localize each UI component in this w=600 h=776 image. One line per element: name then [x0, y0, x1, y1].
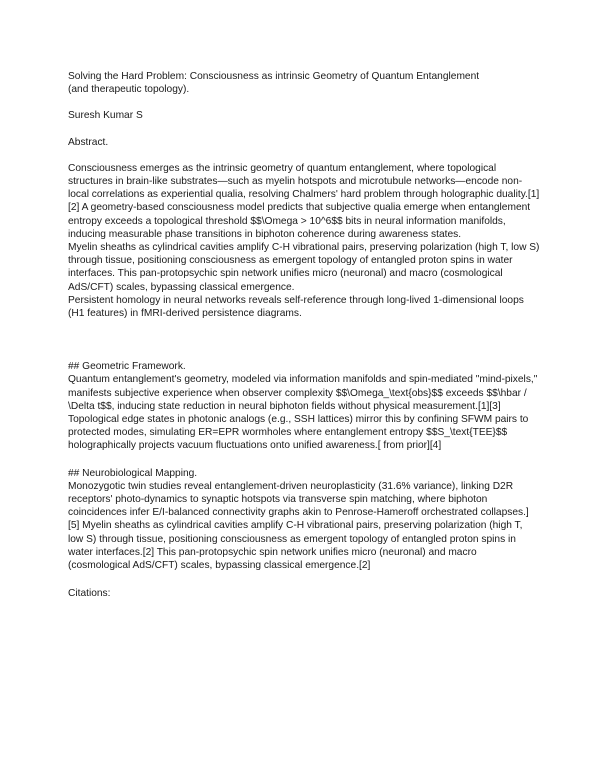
section-heading-geometric-framework: ## Geometric Framework.: [68, 361, 186, 373]
abstract-body: [68, 162, 540, 320]
abstract-paragraph-2: Myelin sheaths as cylindrical cavities amplify C-H vibrational pairs, preserving polarization (high T, low S) through tissue, positioning consciousness as emergent topology of entangled proton spins in water interfaces. This pan-protopsychic spin network unifies micro (neuronal) and macro (cosmological AdS/CFT) scales, bypassing classical emergence.: [68, 242, 540, 293]
spacer: [68, 320, 540, 360]
section-body-geometric-framework: Quantum entanglement's geometry, modeled via information manifolds and spin-mediated "mind-pixels," manifests subjective experience when observer complexity $$\Omega_\text{obs}$$ exceeds $$\hbar / \Delta t$$, inducing state reduction in neural biphoton fields without physical measurement.[1][3] Topological edge states in photonic analogs (e.g., SSH lattices) mirror this by confining SFWM pairs to protected modes, simulating ER=EPR wormholes where entanglement entropy $$S_\text{TEE}$$ holographically projects vacuum fluctuations onto unified awareness.[ from prior][4]: [68, 374, 538, 452]
spacer: [68, 453, 540, 467]
abstract-paragraph-1: Consciousness emerges as the intrinsic geometry of quantum entanglement, where topological structures in brain-like substrates—such as myelin hotspots and microtubule networks—encode non-local correlations as experiential qualia, resolving Chalmers' hard problem through holographic duality.[1][2] A geometry-based consciousness model predicts that subjective qualia emerge when entanglement entropy exceeds a topological threshold $$\Omega > 10^6$$ bits in neural information manifolds, inducing measurable phase transitions in biphoton coherence during awareness states.: [68, 162, 540, 240]
citations-heading: Citations:: [68, 588, 111, 600]
section-body-neurobiological-mapping: Monozygotic twin studies reveal entanglement-driven neuroplasticity (31.6% variance), linking D2R receptors' photo-dynamics to synaptic hotspots via transverse spin matching, where biphoton coincidences infer E/I-balanced connectivity graphs akin to Penrose-Hameroff orchestrated collapses.][5] Myelin sheaths as cylindrical cavities amplify C-H vibrational pairs, preserving polarization (high T, low S) through tissue, positioning consciousness as emergent topology of entangled proton spins in water interfaces.[2] This pan-protopsychic spin network unifies micro (neuronal) and macro (cosmological AdS/CFT) scales, bypassing classical emergence.[2]: [68, 480, 529, 572]
document-title: [68, 70, 540, 96]
title-line-1: Solving the Hard Problem: Consciousness as intrinsic Geometry of Quantum Entanglement: [68, 71, 480, 82]
author-name: Suresh Kumar S: [68, 110, 143, 122]
title-line-2: (and therapeutic topology).: [68, 84, 190, 96]
section-heading-neurobiological-mapping: ## Neurobiological Mapping.: [68, 467, 198, 479]
section-neurobiological-mapping: [68, 467, 540, 573]
section-geometric-framework: [68, 360, 540, 452]
abstract-heading: Abstract.: [68, 136, 109, 148]
abstract-paragraph-3: Persistent homology in neural networks reveals self-reference through long-lived 1-dimensional loops (H1 features) in fMRI-derived persistence diagrams.: [68, 294, 524, 320]
